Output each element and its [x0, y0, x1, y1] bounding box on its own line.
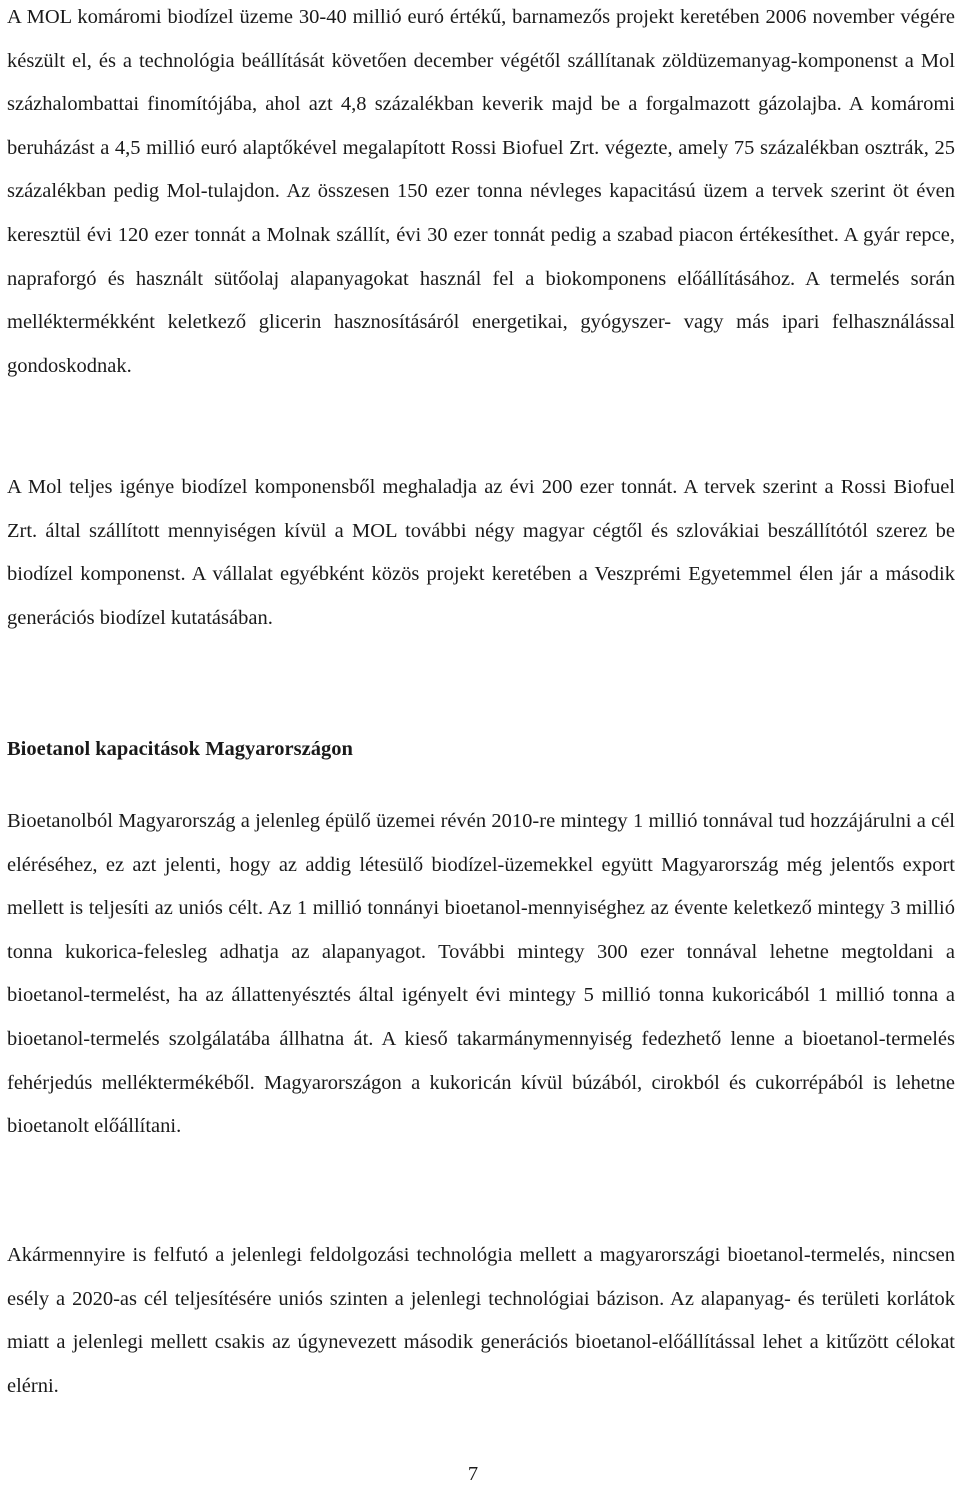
section-heading: Bioetanol kapacitások Magyarországon	[7, 738, 353, 760]
page-number: 7	[467, 1463, 479, 1485]
paragraph-mol-demand: A Mol teljes igénye biodízel komponensből meghaladja az évi 200 ezer tonnát. A tervek szerint a Rossi Biofuel Zrt. által szállított mennyiségen kívül a MOL további négy magyar cégtől és szlovákiai beszállítótól szerez be biodízel komponenst. A vállalat egyébként közös projekt keretében a Veszprémi Egyetemmel élen jár a második generációs biodízel kutatásában.	[7, 476, 955, 629]
paragraph-mol-komarom-biodiesel: A MOL komáromi biodízel üzeme 30-40 millió euró értékű, barnamezős projekt keretében 2006 november végére készült el, és a technológia beállítását követően december végétől szállítanak zöldüzemanyag-komponenst a Mol százhalombattai finomítójába, ahol azt 4,8 százalékban keverik majd be a forgalmazott gázolajba. A komáromi beruházást a 4,5 millió euró alaptőkével megalapított Rossi Biofuel Zrt. végezte, amely 75 százalékban osztrák, 25 százalékban pedig Mol-tulajdon. Az összesen 150 ezer tonna névleges kapacitású üzem a tervek szerint öt éven keresztül évi 120 ezer tonnát a Molnak szállít, évi 30 ezer tonnát pedig a szabad piacon értékesíthet. A gyár repce, napraforgó és használt sütőolaj alapanyagokat használ fel a biokomponens előállításához. A termelés során melléktermékként keletkező glicerin hasznosításáról energetikai, gyógyszer- vagy más ipari felhasználással gondoskodnak.	[7, 6, 955, 377]
paragraph-second-generation: Akármennyire is felfutó a jelenlegi feldolgozási technológia mellett a magyarországi bioetanol-termelés, nincsen esély a 2020-as cél teljesítésére uniós szinten a jelenlegi technológiai bázison. Az alapanyag- és területi korlátok miatt a jelenlegi mellett csakis az úgynevezett második generációs bioetanol-előállítással lehet a kitűzött célokat elérni.	[7, 1244, 955, 1397]
paragraph-bioethanol-capacity: Bioetanolból Magyarország a jelenleg épülő üzemei révén 2010-re mintegy 1 millió tonnával tud hozzájárulni a cél eléréséhez, ez azt jelenti, hogy az addig létesülő biodízel-üzemekkel együtt Magyarország még jelentős export mellett is teljesíti az uniós célt. Az 1 millió tonnányi bioetanol-mennyiséghez az évente keletkező mintegy 3 millió tonna kukorica-felesleg adhatja az alapanyagot. További mintegy 300 ezer tonnával lehetne megtoldani a bioetanol-termelést, ha az állattenyésztés által igényelt évi mintegy 5 millió tonna kukoricából 1 millió tonna a bioetanol-termelés szolgálatába állhatna át. A kieső takarmánymennyiség fedezhető lenne a bioetanol-termelés fehérjedús melléktermékéből. Magyarországon a kukoricán kívül búzából, cirokból és cukorrépából is lehetne bioetanolt előállítani.	[7, 810, 955, 1138]
